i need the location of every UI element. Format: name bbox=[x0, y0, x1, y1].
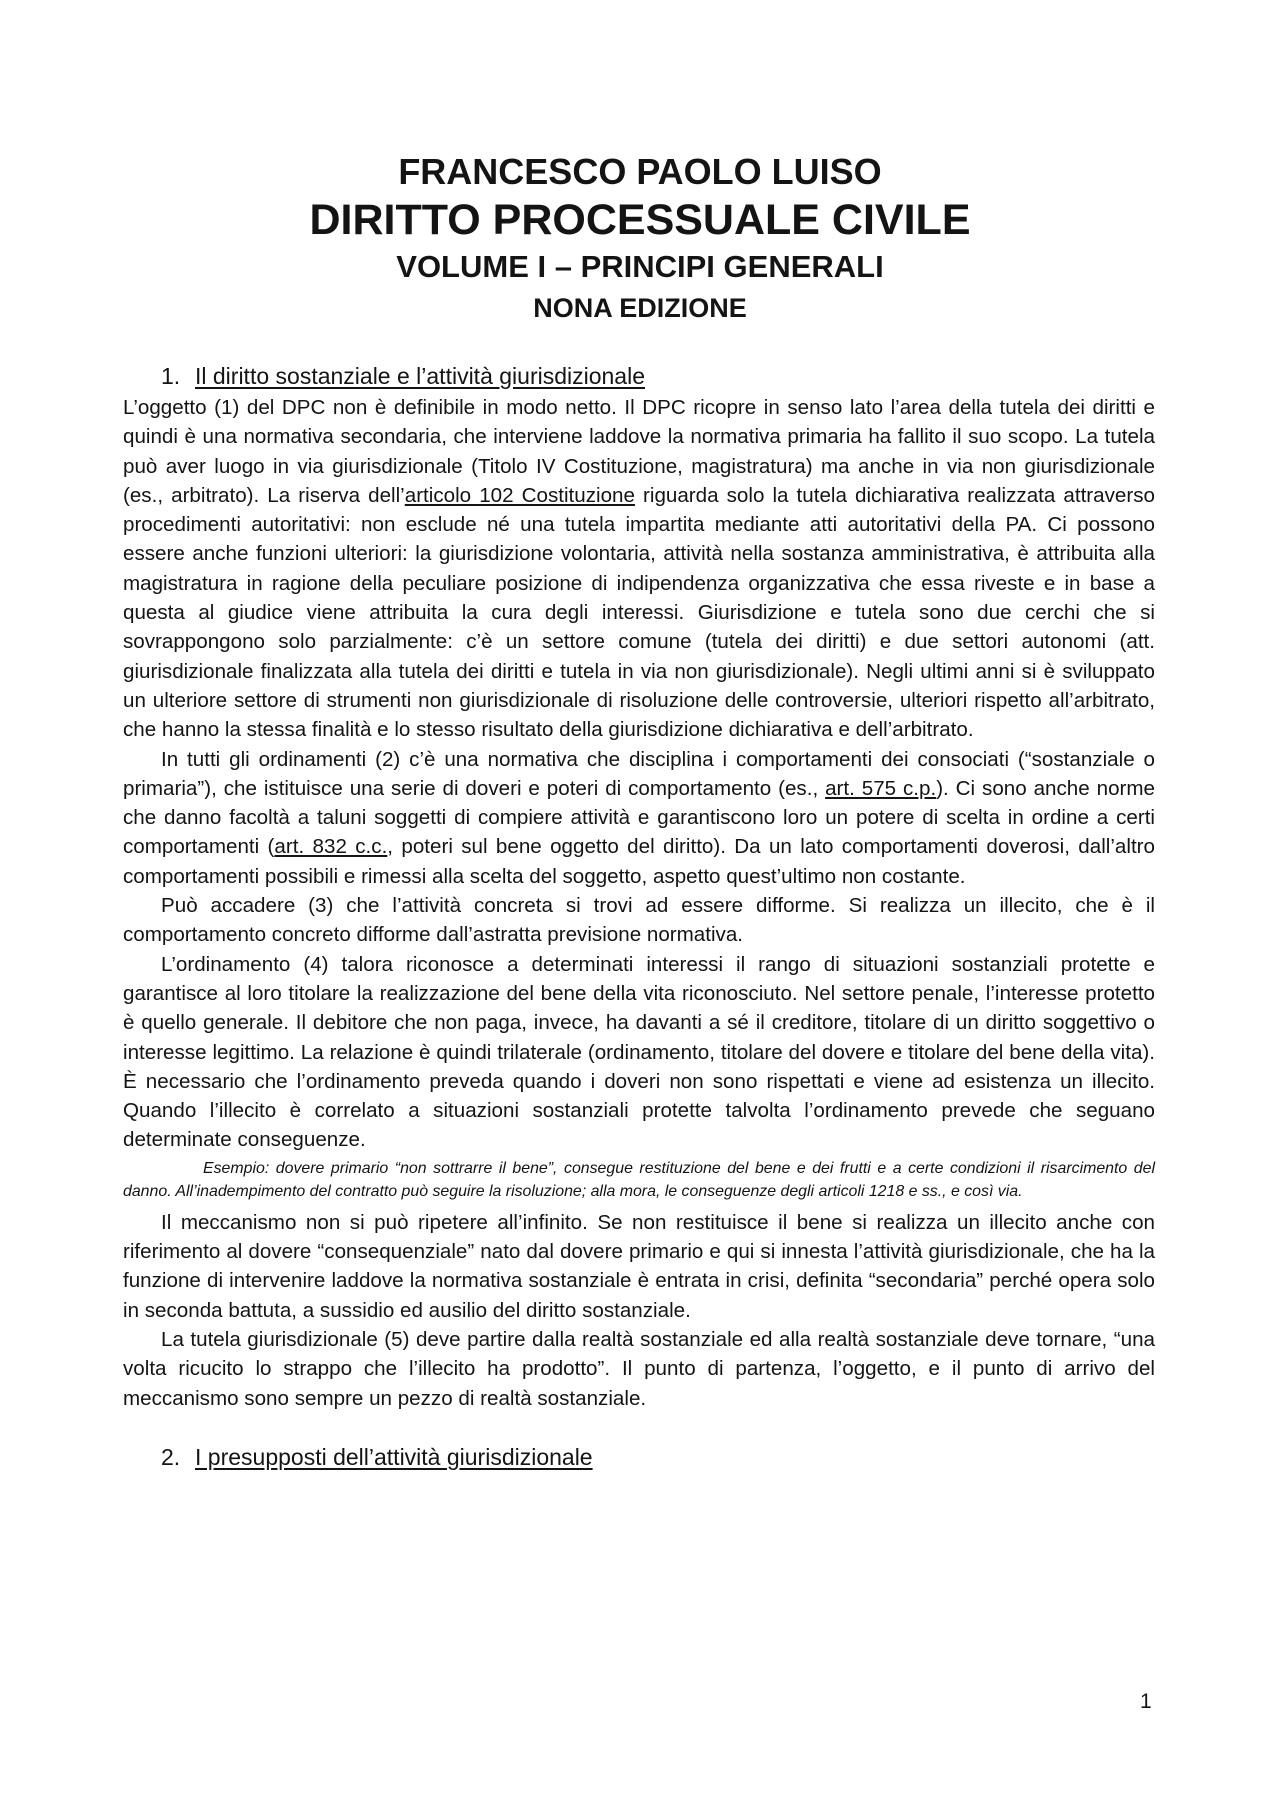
paragraph-2 bbox=[123, 745, 1155, 891]
section-2-heading bbox=[161, 1443, 1155, 1472]
book-title: DIRITTO PROCESSUALE CIVILE bbox=[309, 196, 971, 244]
document-body bbox=[123, 362, 1155, 1474]
link-articolo-102-costituzione[interactable]: articolo 102 Costituzione bbox=[404, 483, 635, 507]
paragraph-2-text-b: ). Ci sono anche norme che danno facoltà a taluni soggetti di compiere attività e garantiscono loro un potere di scelta in ordine a certi comportamenti ( bbox=[123, 776, 1155, 859]
page-number: 1 bbox=[1140, 1690, 1152, 1713]
paragraph-1-text-a: L’oggetto (1) del DPC non è definibile in modo netto. Il DPC ricopre in senso lato l’area della tutela dei diritti e quindi è una normativa secondaria, che interviene laddove la normativa primaria ha fallito il suo scopo. La tutela può aver luogo in via giurisdizionale (Titolo IV Costituzione, magistratura) ma anche in via non giurisdizionale (es., arbitrato). La riserva dell’ bbox=[123, 396, 1155, 507]
edition-label: NONA EDIZIONE bbox=[533, 293, 747, 323]
paragraph-1-text-b: riguarda solo la tutela dichiarativa realizzata attraverso procedimenti autoritativi: non esclude né una tutela impartita mediante atti autoritativi della PA. Ci possono essere anche funzioni ulteriori: la giurisdizione volontaria, attività nella sostanza amministrativa, è attribuita alla magistratura in ragione della peculiare posizione di indipendenza organizzativa che essa riveste e in base a questa al giudice viene attribuita la cura degli interessi. Giurisdizione e tutela sono due cerchi che si sovrappongono solo parzialmente: c’è un settore comune (tutela dei diritti) e due settori autonomi (att. giurisdizionale finalizzata alla tutela dei diritti e tutela in via non giurisdizionale). Negli ultimi anni si è sviluppato un ulteriore settore di strumenti non giurisdizionale di risoluzione delle controversie, ulteriori rispetto all’arbitrato, che hanno la stessa finalità e lo stesso risultato della giurisdizione dichiarativa e dell’arbitrato. bbox=[123, 483, 1155, 742]
paragraph-2-text-a: In tutti gli ordinamenti (2) c’è una normativa che disciplina i comportamenti dei consociati (“sostanziale o primaria”), che istituisce una serie di doveri e poteri di comportamento (es., bbox=[123, 747, 1155, 800]
link-art-575-cp[interactable]: art. 575 c.p. bbox=[825, 776, 937, 800]
paragraph-5: Il meccanismo non si può ripetere all’infinito. Se non restituisce il bene si realizza un illecito anche con riferimento al dovere “consequenziale” nato dal dovere primario e qui si innesta l’attività giurisdizionale, che ha la funzione di intervenire laddove la normativa sostanziale è entrata in crisi, definita “secondaria” perché opera solo in seconda battuta, a sussidio ed ausilio del diritto sostanziale. bbox=[123, 1210, 1155, 1322]
section-1-heading bbox=[161, 362, 1155, 391]
example-note: Esempio: dovere primario “non sottrarre il bene”, consegue restituzione del bene e dei frutti e a certe condizioni il risarcimento del danno. All’inadempimento del contratto può seguire la risoluzione; alla mora, le conseguenze degli articoli 1218 e ss., e così via. bbox=[123, 1159, 1155, 1201]
section-1-number: 1. bbox=[161, 363, 181, 389]
paragraph-2-text-c: , poteri sul bene oggetto del diritto). Da un lato comportamenti doverosi, dall’altro comportamenti possibili e rimessi alla scelta del soggetto, aspetto quest’ultimo non costante. bbox=[123, 835, 1155, 888]
paragraph-1 bbox=[123, 393, 1155, 745]
volume-title: VOLUME I – PRINCIPI GENERALI bbox=[396, 249, 884, 284]
section-1-title: Il diritto sostanziale e l’attività giurisdizionale bbox=[195, 363, 645, 389]
section-2-title: I presupposti dell’attività giurisdizionale bbox=[195, 1443, 593, 1470]
paragraph-6: La tutela giurisdizionale (5) deve partire dalla realtà sostanziale ed alla realtà sostanziale deve tornare, “una volta ricucito lo strappo che l’illecito ha prodotto”. Il punto di partenza, l’oggetto, e il punto di arrivo del meccanismo sono sempre un pezzo di realtà sostanziale. bbox=[123, 1327, 1155, 1410]
section-2-number: 2. bbox=[161, 1443, 181, 1470]
title-block bbox=[0, 150, 1280, 328]
author-name: FRANCESCO PAOLO LUISO bbox=[398, 151, 882, 192]
paragraph-4: L’ordinamento (4) talora riconosce a determinati interessi il rango di situazioni sostanziali protette e garantisce al loro titolare la realizzazione del bene della vita riconosciuto. Nel settore penale, l’interesse protetto è quello generale. Il debitore che non paga, invece, ha davanti a sé il creditore, titolare di un diritto soggettivo o interesse legittimo. La relazione è quindi trilaterale (ordinamento, titolare del dovere e titolare del bene della vita). È necessario che l’ordinamento preveda quando i doveri non sono rispettati e viene ad esistenza un illecito. Quando l’illecito è correlato a situazioni sostanziali protette talvolta l’ordinamento prevede che seguano determinate conseguenze. bbox=[123, 952, 1155, 1152]
link-art-832-cc[interactable]: art. 832 c.c. bbox=[274, 835, 388, 859]
paragraph-3: Può accadere (3) che l’attività concreta si trovi ad essere difforme. Si realizza un illecito, che è il comportamento concreto difforme dall’astratta previsione normativa. bbox=[123, 894, 1155, 947]
